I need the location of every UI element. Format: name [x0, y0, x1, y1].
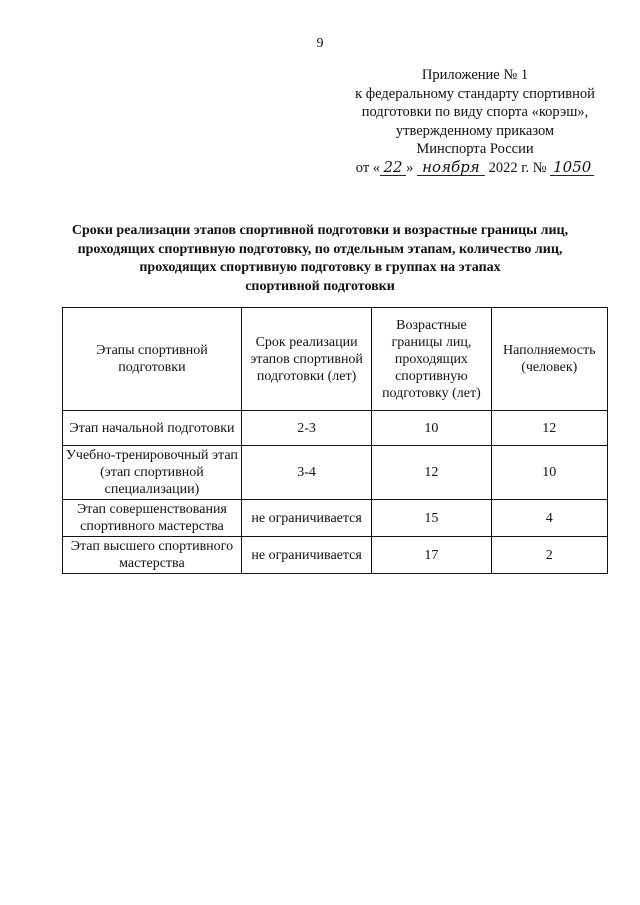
table-row — [63, 537, 608, 574]
cell-group-size: 2 — [491, 537, 608, 574]
order-date-line — [330, 159, 620, 178]
cell-stage: Этап совершенствования спортивного мастерства — [63, 500, 242, 537]
cell-stage: Этап начальной подготовки — [63, 411, 242, 446]
document-title — [60, 222, 580, 296]
stages-table — [62, 307, 608, 574]
cell-age: 12 — [372, 446, 491, 500]
header-stages: Этапы спортивной подготовки — [63, 308, 242, 411]
title-line: проходящих спортивную подготовку в группах на этапах — [139, 260, 501, 275]
title-line: проходящих спортивную подготовку, по отдельным этапам, количество лиц, — [77, 241, 563, 257]
table-header-row — [63, 308, 608, 411]
table-row — [63, 411, 608, 446]
handwritten-order-number: 1050 — [550, 160, 594, 176]
cell-duration: 2-3 — [241, 411, 371, 446]
header-group-size: Наполняемость (человек) — [491, 308, 608, 411]
table-row — [63, 446, 608, 500]
appendix-line: подготовки по виду спорта «корэш», — [361, 104, 589, 120]
page-number: 9 — [316, 36, 324, 51]
appendix-title: Приложение № 1 — [421, 67, 529, 83]
date-year: 2022 г. № — [488, 159, 547, 176]
date-prefix: от « — [355, 159, 381, 176]
date-mid: » — [406, 159, 414, 176]
header-age-limits: Возрастные границы лиц, проходящих спортивную подготовку (лет) — [372, 308, 491, 411]
cell-duration: не ограничивается — [241, 500, 371, 537]
cell-group-size: 10 — [491, 446, 608, 500]
header-duration: Срок реализации этапов спортивной подготовки (лет) — [241, 308, 371, 411]
cell-duration: 3-4 — [241, 446, 371, 500]
appendix-line: к федеральному стандарту спортивной — [355, 85, 595, 102]
cell-duration: не ограничивается — [241, 537, 371, 574]
cell-stage: Учебно-тренировочный этап (этап спортивной специализации) — [63, 446, 242, 500]
table-row — [63, 500, 608, 537]
title-line: Сроки реализации этапов спортивной подготовки и возрастные границы лиц, — [71, 223, 569, 238]
cell-age: 15 — [372, 500, 491, 537]
handwritten-day: 22 — [380, 160, 406, 176]
cell-stage: Этап высшего спортивного мастерства — [63, 537, 242, 574]
appendix-line: Минспорта России — [416, 141, 534, 157]
cell-group-size: 4 — [491, 500, 608, 537]
cell-age: 10 — [372, 411, 491, 446]
handwritten-month: ноября — [417, 160, 485, 176]
cell-age: 17 — [372, 537, 491, 574]
cell-group-size: 12 — [491, 411, 608, 446]
title-line: спортивной подготовки — [245, 278, 395, 294]
appendix-block — [330, 66, 620, 177]
appendix-line: утвержденному приказом — [395, 122, 555, 139]
